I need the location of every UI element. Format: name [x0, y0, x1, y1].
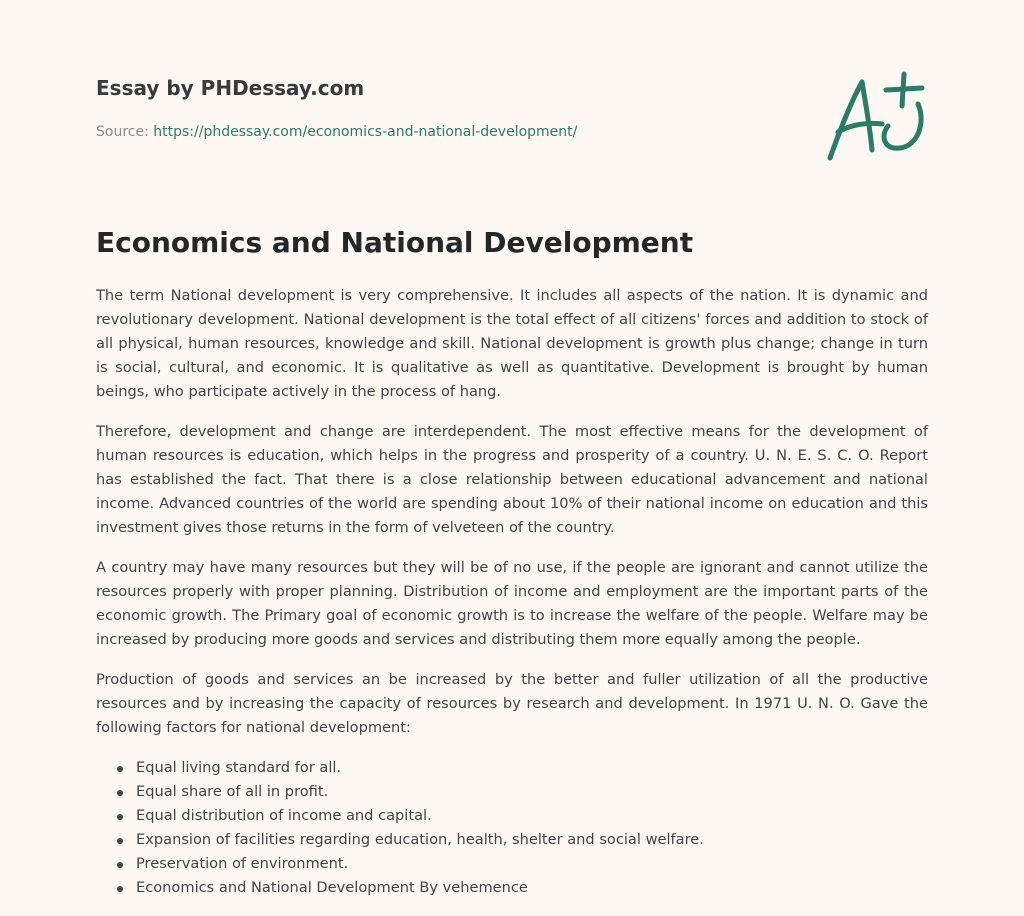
list-item: Equal share of all in profit. — [136, 780, 928, 804]
essay-title: Economics and National Development — [96, 226, 694, 259]
paragraph: A country may have many resources but they will be of no use, if the people are ignorant and cannot utilize the resources properly with proper planning. Distribution of income and employment are the important parts of the economic growth. The Primary goal of economic growth is to increase the welfare of the people. Welfare may be increased by producing more goods and services and distributing them more equally among the people. — [96, 559, 928, 648]
essay-body — [96, 284, 928, 900]
list-item: Preservation of environment. — [136, 852, 928, 876]
source-link[interactable]: https://phdessay.com/economics-and-national-development/ — [153, 124, 578, 140]
list-item: Economics and National Development By vehemence — [136, 876, 928, 900]
source-line — [96, 124, 577, 140]
source-label: Source: — [96, 124, 149, 140]
site-brand: Essay by PHDessay.com — [96, 76, 365, 100]
paragraph: The term National development is very comprehensive. It includes all aspects of the nation. It is dynamic and revolutionary development. National development is the total effect of all citizens' forces and addition to stock of all physical, human resources, knowledge and skill. National development is growth plus change; change in turn is social, cultural, and economic. It is qualitative as well as quantitative. Development is brought by human beings, who participate actively in the process of hang. — [96, 287, 928, 400]
factor-list — [96, 756, 928, 900]
list-item: Equal distribution of income and capital. — [136, 804, 928, 828]
list-item: Equal living standard for all. — [136, 756, 928, 780]
paragraph: Therefore, development and change are interdependent. The most effective means for the development of human resources is education, which helps in the progress and prosperity of a country. U. N. E. S. C. O. Report has established the fact. That there is a close relationship between educational advancement and national income. Advanced countries of the world are spending about 10% of their national income on education and this investment gives those returns in the form of velveteen of the country. — [96, 423, 928, 536]
paragraph: Production of goods and services an be increased by the better and fuller utilization of all the productive resources and by increasing the capacity of resources by research and development. In 1971 U. N. O. Gave the following factors for national development: — [96, 671, 928, 736]
list-item: Expansion of facilities regarding education, health, shelter and social welfare. — [136, 828, 928, 852]
a-plus-logo-icon — [822, 70, 926, 164]
